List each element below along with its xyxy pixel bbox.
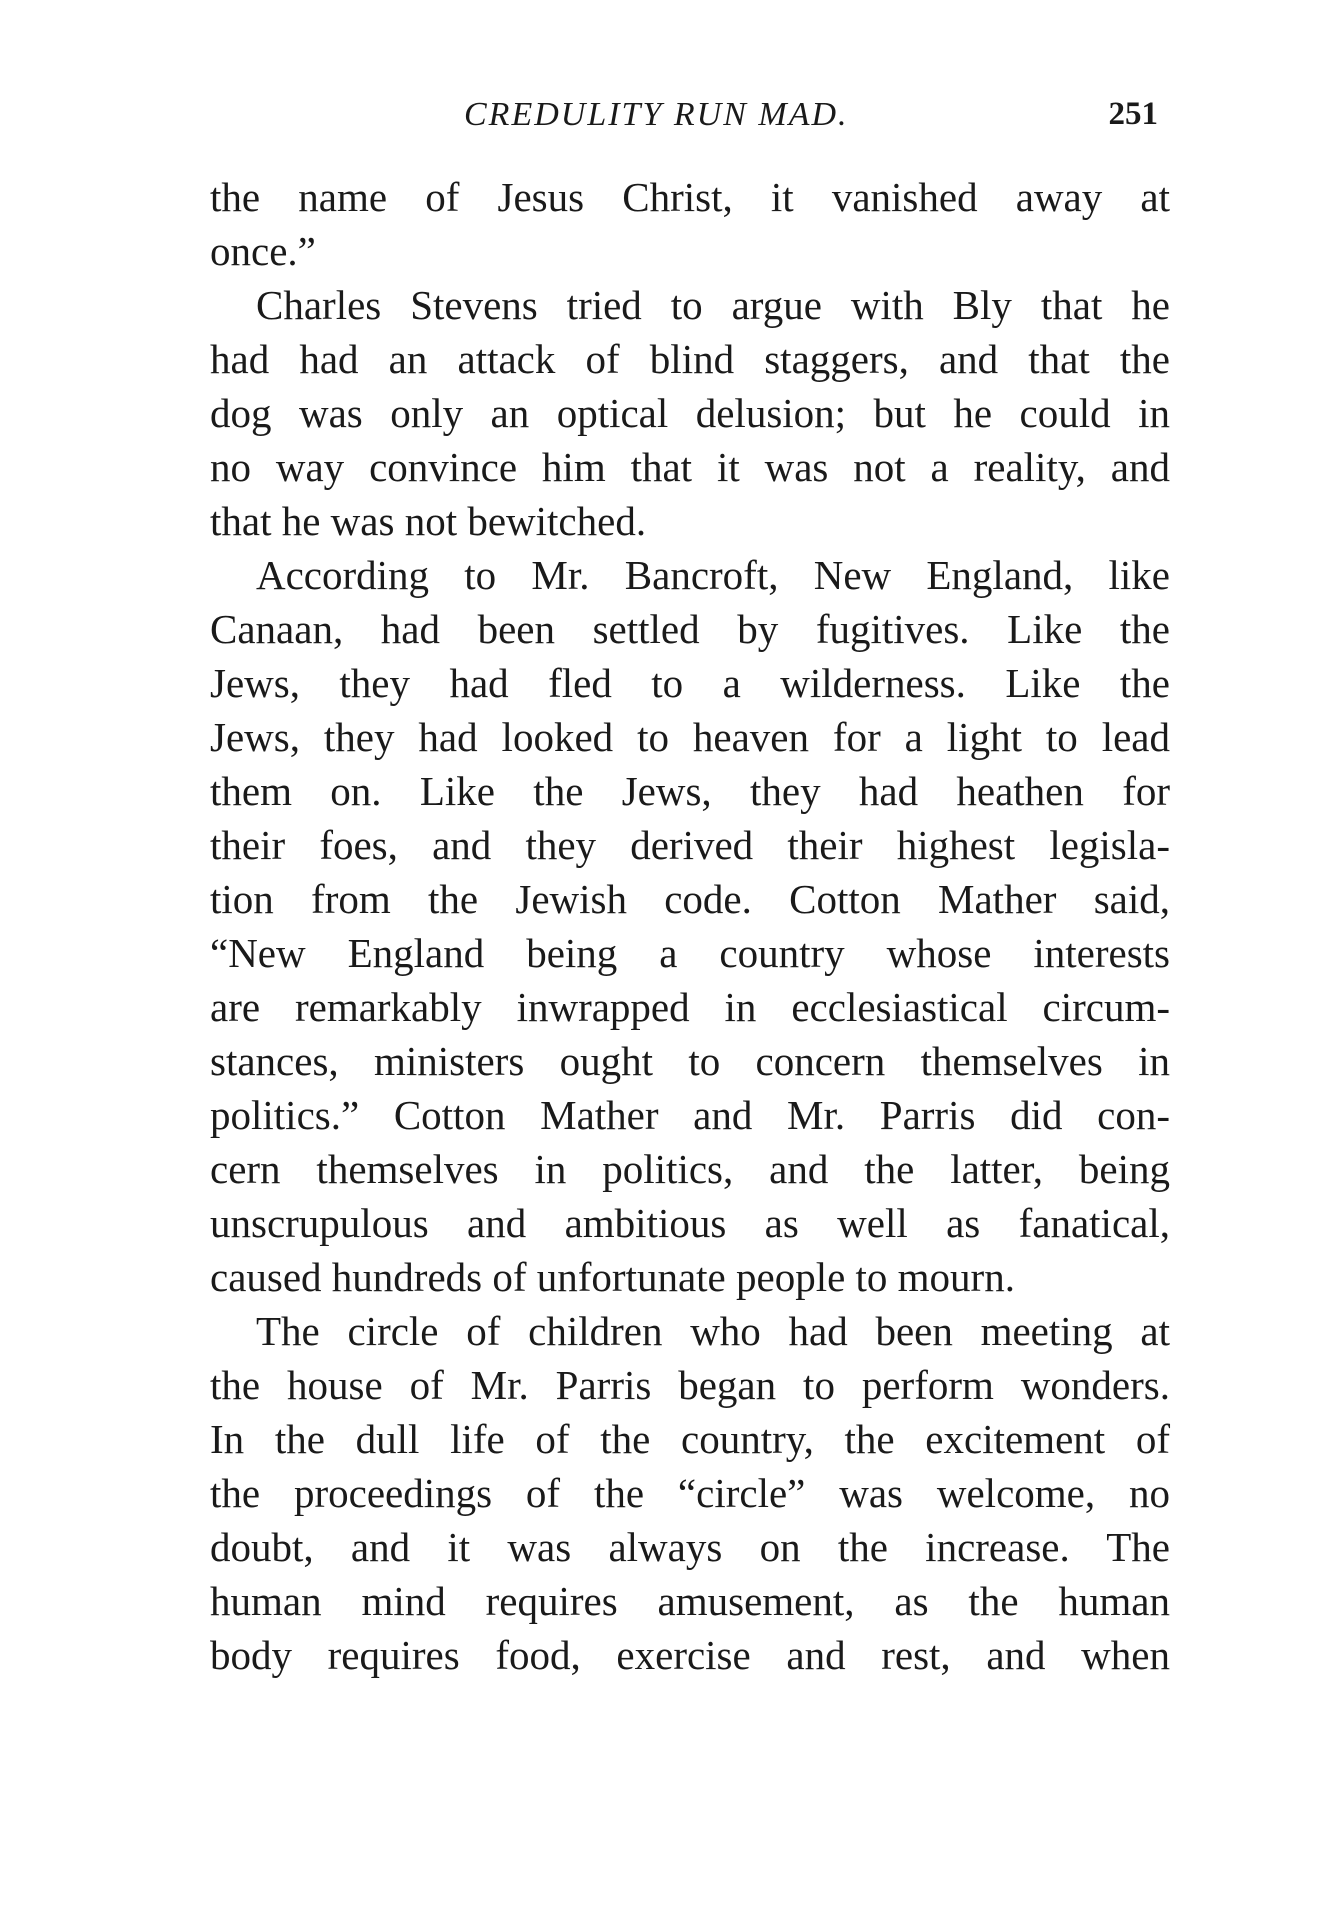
text-line: politics.” Cotton Mather and Mr. Parris did con- — [210, 1092, 1170, 1138]
paragraph — [210, 548, 1170, 1304]
text-line: tion from the Jewish code. Cotton Mather said, — [210, 876, 1170, 922]
text-line: doubt, and it was always on the increase. The — [210, 1524, 1170, 1570]
text-line: cern themselves in politics, and the latter, being — [210, 1146, 1170, 1192]
text-line: the house of Mr. Parris began to perform wonders. — [210, 1362, 1170, 1408]
text-line: Canaan, had been settled by fugitives. Like the — [210, 606, 1170, 652]
text-line: unscrupulous and ambitious as well as fanatical, — [210, 1200, 1170, 1246]
text-line: human mind requires amusement, as the human — [210, 1578, 1170, 1624]
body-text — [210, 170, 1170, 1682]
text-line: once.” — [210, 228, 316, 274]
text-line: the proceedings of the “circle” was welcome, no — [210, 1470, 1170, 1516]
text-line: that he was not bewitched. — [210, 498, 647, 544]
page-number: 251 — [1108, 96, 1158, 132]
text-line: According to Mr. Bancroft, New England, like — [256, 552, 1170, 598]
text-line: had had an attack of blind staggers, and that the — [210, 336, 1170, 382]
text-line: the name of Jesus Christ, it vanished away at — [210, 174, 1170, 220]
text-line: them on. Like the Jews, they had heathen for — [210, 768, 1170, 814]
text-line: The circle of children who had been meeting at — [256, 1308, 1170, 1354]
text-line: dog was only an optical delusion; but he could in — [210, 390, 1170, 436]
text-line: no way convince him that it was not a reality, and — [210, 444, 1170, 490]
text-line: are remarkably inwrapped in ecclesiastical circum- — [210, 984, 1170, 1030]
text-line: Charles Stevens tried to argue with Bly that he — [256, 282, 1170, 328]
running-head — [210, 96, 1170, 146]
text-line: “New England being a country whose interests — [210, 930, 1170, 976]
paragraph — [210, 170, 1170, 278]
paragraph — [210, 1304, 1170, 1682]
running-title: CREDULITY RUN MAD. — [464, 96, 849, 133]
text-line: caused hundreds of unfortunate people to mourn. — [210, 1254, 1015, 1300]
text-line: Jews, they had looked to heaven for a light to lead — [210, 714, 1170, 760]
text-line: their foes, and they derived their highest legisla- — [210, 822, 1170, 868]
paragraph — [210, 278, 1170, 548]
text-line: In the dull life of the country, the excitement of — [210, 1416, 1170, 1462]
text-line: body requires food, exercise and rest, and when — [210, 1632, 1170, 1678]
text-line: stances, ministers ought to concern themselves in — [210, 1038, 1170, 1084]
text-line: Jews, they had fled to a wilderness. Like the — [210, 660, 1170, 706]
